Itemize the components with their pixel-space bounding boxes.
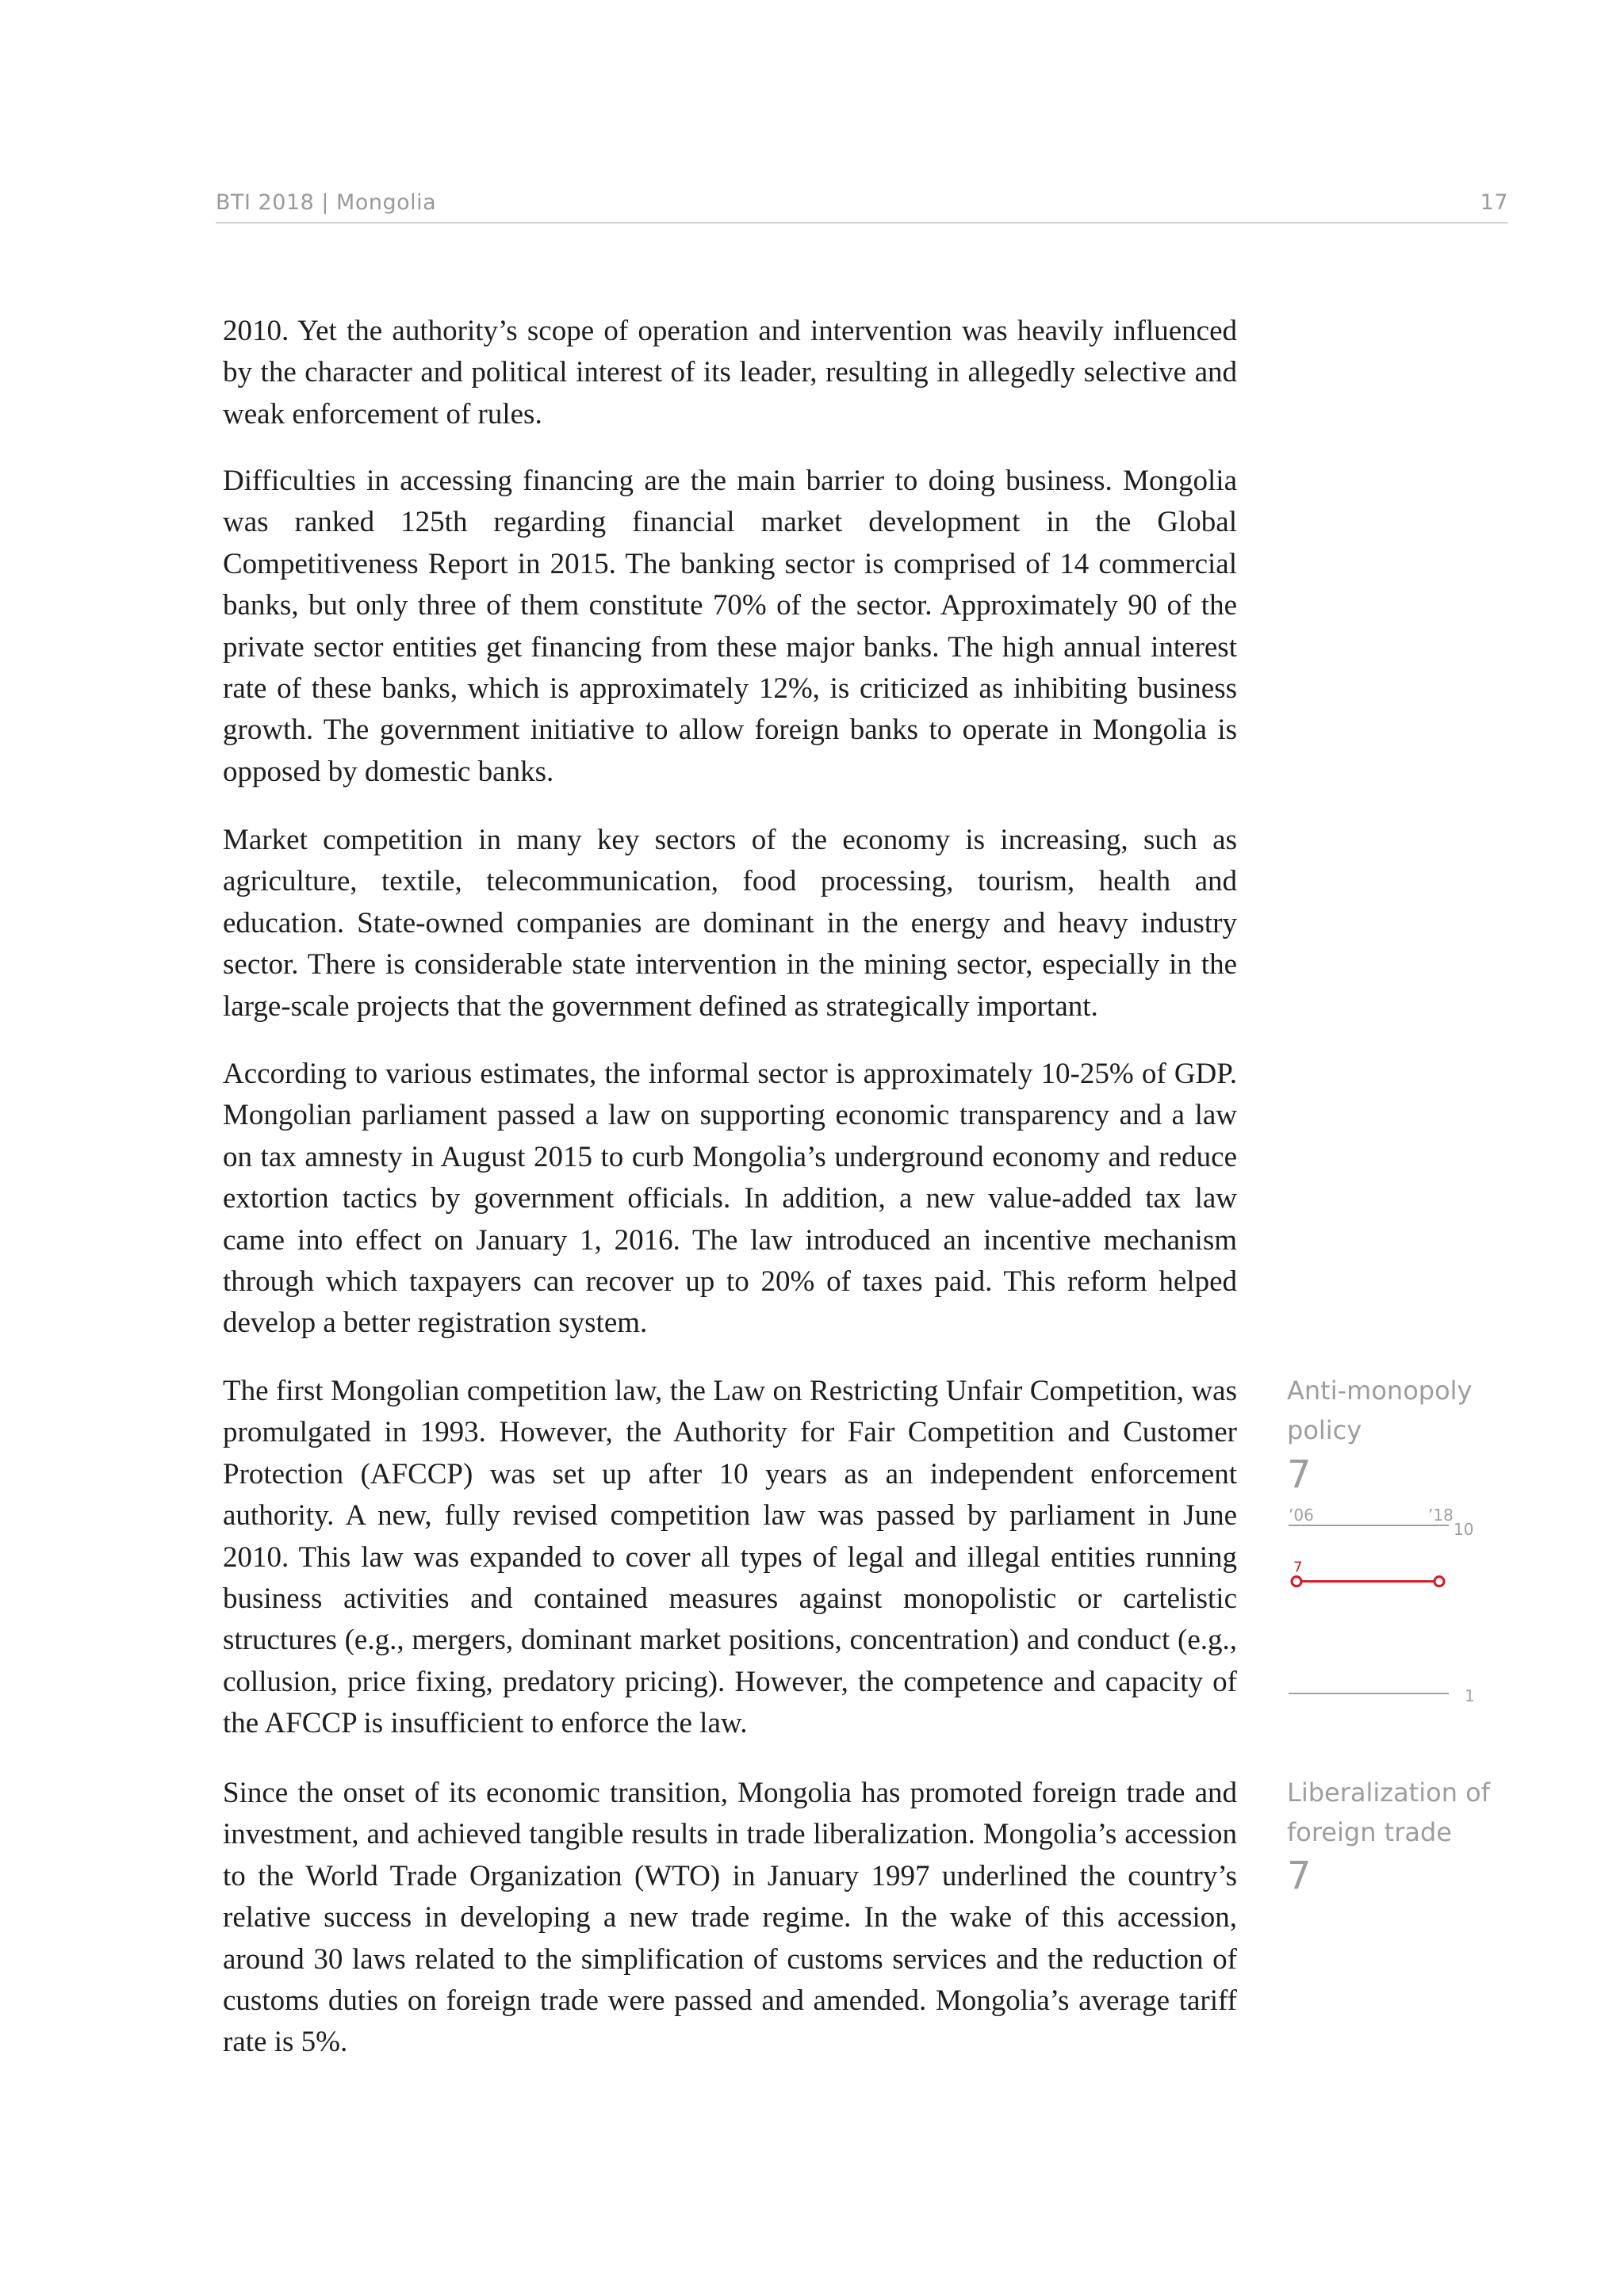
paragraph-1: 2010. Yet the authority’s scope of operation and intervention was heavily influenced by the character and political interest of its leader, resulting in allegedly selective and weak enforcement of rules. (223, 315, 1237, 430)
y-max-label: 10 (1454, 1520, 1474, 1539)
paragraph-5: The first Mongolian competition law, the Law on Restricting Unfair Competition, was promulgated in 1993. However, the Authority for Fair Competition and Customer Protection (AFCCP) was set up after 10 years as an independent enforcement authority. A new, fully revised competition law was passed by parliament in June 2010. This law was expanded to cover all types of legal and illegal entities running business activities and contained measures against monopolistic or cartelistic structures (e.g., mergers, dominant market positions, concentration) and conduct (e.g., collusion, price fixing, predatory pricing). However, the competence and capacity of the AFCCP is insufficient to enforce the law. (223, 1375, 1237, 1740)
paragraph-6: Since the onset of its economic transition, Mongolia has promoted foreign trade and investment, and achieved tangible results in trade liberalization. Mongolia’s accession to the World Trade Organization (WTO) in January 1997 underlined the country’s relative success in developing a new trade regime. In the wake of this accession, around 30 laws related to the simplification of customs services and the reduction of customs duties on foreign trade were passed and amended. Mongolia’s average tariff rate is 5%. (223, 1777, 1237, 2059)
indicator-score-foreign-trade: 7 (1287, 1854, 1312, 1898)
data-label-start: 7 (1293, 1559, 1303, 1576)
x-tick-label-end: ’18 (1428, 1506, 1454, 1525)
header-title: BTI 2018 | Mongolia (216, 190, 437, 215)
paragraph-2: Difficulties in accessing financing are the main barrier to doing business. Mongolia was ranked 125th regarding financial market development in the Global Competitiveness Report in 2015. The banking sector is comprised of 14 commercial banks, but only three of them constitute 70% of the sector. Approximately 90 of the private sector entities get financing from these major banks. The high annual interest rate of these banks, which is approximately 12%, is criticized as inhibiting business growth. The government initiative to allow foreign banks to operate in Mongolia is opposed by domestic banks. (223, 465, 1237, 788)
y-min-label: 1 (1465, 1686, 1475, 1705)
indicator-label-anti-monopoly: Anti-monopoly policy (1287, 1376, 1473, 1445)
indicator-label-foreign-trade: Liberalization of foreign trade (1287, 1777, 1490, 1847)
data-point-2 (1434, 1577, 1444, 1586)
page-header (216, 187, 1508, 224)
indicator-score-anti-monopoly: 7 (1287, 1452, 1312, 1497)
anti-monopoly-trend-chart (1281, 1506, 1487, 1712)
data-point-1 (1292, 1577, 1301, 1586)
page-number: 17 (1480, 190, 1508, 215)
paragraph-4: According to various estimates, the informal sector is approximately 10-25% of GDP. Mongolian parliament passed a law on supporting economic transparency and a law on tax amnesty in August 2015 to curb Mongolia’s underground economy and reduce extortion tactics by government officials. In addition, a new value-added tax law came into effect on January 1, 2016. The law introduced an incentive mechanism through which taxpayers can recover up to 20% of taxes paid. This reform helped develop a better registration system. (223, 1058, 1237, 1340)
paragraph-3: Market competition in many key sectors of the economy is increasing, such as agriculture, textile, telecommunication, food processing, tourism, health and education. State-owned companies are dominant in the energy and heavy industry sector. There is considerable state intervention in the mining sector, especially in the large-scale projects that the government defined as strategically important. (223, 824, 1237, 1023)
x-tick-label-start: ’06 (1289, 1506, 1314, 1525)
